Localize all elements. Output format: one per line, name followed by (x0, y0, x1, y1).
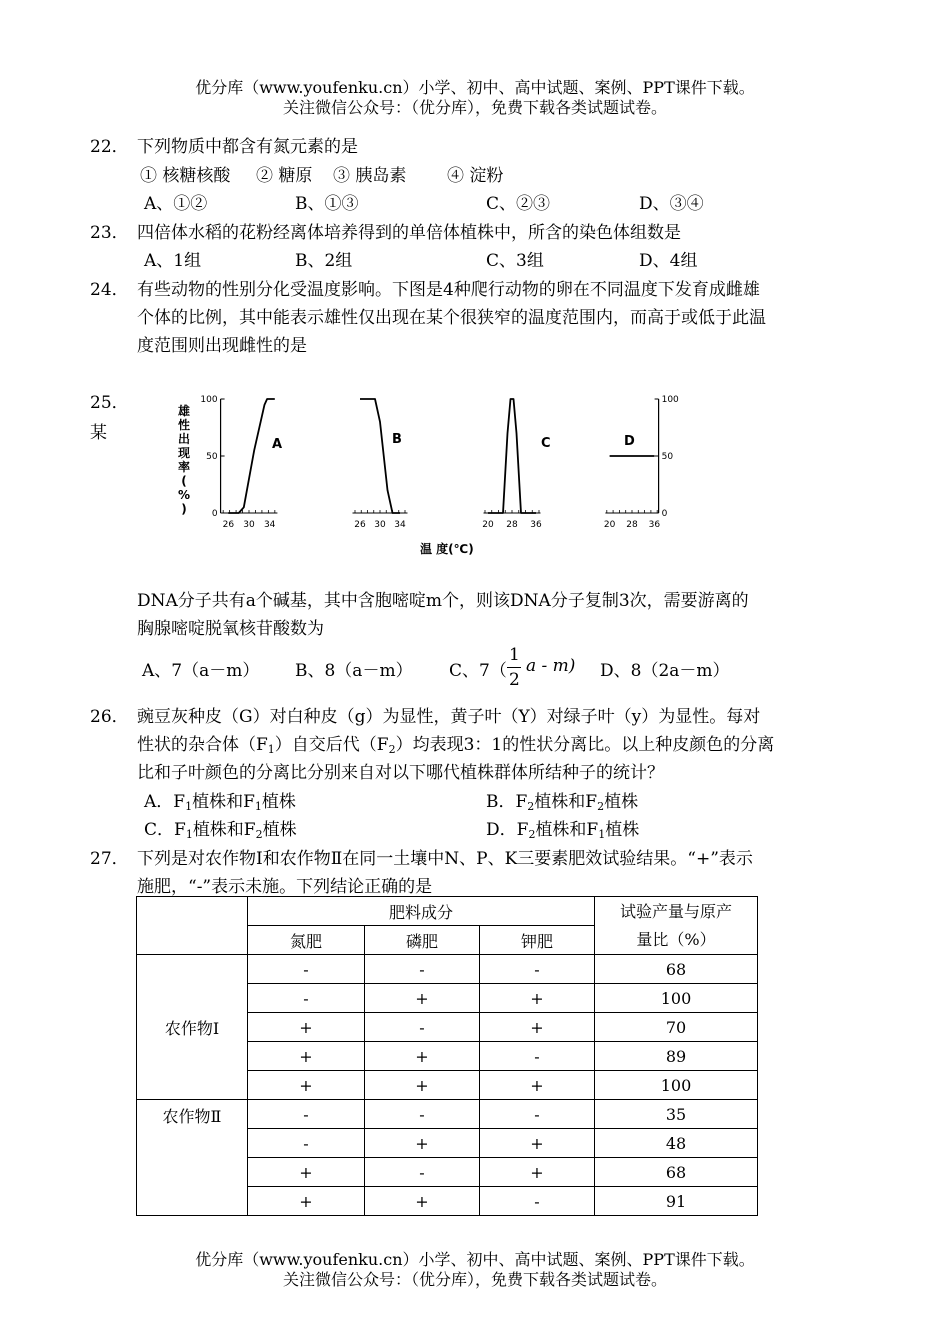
q26-stem-line-2: 性状的杂合体$(F_1)$自交后代$(F_2)$均表现3：1的性状分离比。以上种皮颜色的分离 (137, 735, 775, 756)
chart-panel-A (200, 395, 282, 530)
x-tick-label: 28 (506, 520, 518, 530)
q22-item: ④ 淀粉 (447, 166, 504, 186)
y-label-char: 率 (177, 460, 191, 474)
y-tick-label: 100 (200, 395, 218, 405)
q22-item: ② 糖原 (256, 166, 313, 186)
y-label-char: 雄 (177, 404, 191, 418)
table-cell: - (248, 1129, 365, 1158)
q26-option-b: B．$F_2$植株和$F_2$植株 (486, 792, 639, 813)
y-tick-label: 50 (206, 452, 218, 462)
chart-panel-C (482, 399, 550, 530)
crop-label: 农作物Ⅱ (137, 1100, 248, 1216)
table-cell: + (248, 1071, 365, 1100)
chart-panel-B (353, 399, 408, 530)
q27-stem-line: 下列是对农作物Ⅰ和农作物Ⅱ在同一土壤中N、P、K三要素肥效试验结果。“+”表示 (137, 849, 753, 869)
table-cell: - (248, 1100, 365, 1129)
y-tick-label: 50 (661, 452, 674, 462)
q27-number: 27． (90, 849, 129, 869)
table-cell: + (248, 1187, 365, 1216)
q26-option-c: C．$F_1$植株和$F_2$植株 (144, 820, 297, 841)
footer-line-1: 优分库（www.youfenku.cn）小学、初中、高中试题、案例、PPT课件下载。 (195, 1250, 755, 1269)
table-cell: 100 (595, 984, 758, 1013)
table-cell: - (365, 1100, 480, 1129)
table-cell: + (480, 1129, 595, 1158)
table-cell: + (365, 984, 480, 1013)
y-tick-label: 100 (661, 395, 679, 405)
x-tick-label: 36 (530, 520, 542, 530)
series-curve-B (360, 399, 400, 513)
table-cell: - (480, 1042, 595, 1071)
x-tick-label: 34 (394, 520, 406, 530)
q23-option-b: B、2组 (295, 251, 353, 271)
table-cell: - (365, 1013, 480, 1042)
table-header-group: 肥料成分 (248, 897, 595, 926)
table-cell: + (480, 1013, 595, 1042)
table-cell: + (480, 1158, 595, 1187)
q23-option-a: A、1组 (144, 251, 202, 271)
chart-panel-D (604, 395, 679, 530)
q22-number: 22． (90, 137, 129, 157)
table-cell: 70 (595, 1013, 758, 1042)
x-tick-label: 20 (603, 520, 616, 530)
table-header-col: 钾肥 (480, 926, 595, 955)
q25-option-d: D、8（2a－m） (600, 661, 730, 681)
q22-stem: 下列物质中都含有氮元素的是 (137, 137, 358, 157)
crop-label: 农作物Ⅰ (137, 955, 248, 1100)
table-cell: + (365, 1071, 480, 1100)
q27-stem-line: 施肥，“-”表示未施。下列结论正确的是 (137, 877, 433, 897)
table-header-result: 试验产量与原产 量比（%） (595, 897, 758, 955)
q24-stem-line: 有些动物的性别分化受温度影响。下图是4种爬行动物的卵在不同温度下发育成雌雄 (137, 280, 760, 300)
y-tick-label: 0 (661, 509, 668, 519)
table-corner-cell (137, 897, 248, 955)
x-tick-label: 26 (354, 520, 366, 530)
q22-item: ③ 胰岛素 (333, 166, 407, 186)
q25-option-c-denominator: 2 (509, 670, 520, 690)
y-label-char: 出 (177, 432, 191, 446)
table-cell: - (365, 955, 480, 984)
table-header-col: 磷肥 (365, 926, 480, 955)
fertilizer-results-table (136, 896, 758, 1216)
table-row (137, 1100, 758, 1129)
y-label-char: ) (181, 502, 187, 516)
q26-option-a: A．$F_1$植株和$F_1$植株 (144, 792, 296, 813)
x-tick-label: 28 (626, 520, 638, 530)
q26-number: 26． (90, 707, 129, 727)
q22-option-d: D、③④ (639, 194, 704, 214)
q24-number: 24． (90, 280, 129, 300)
q25-option-a: A、7（a－m） (142, 661, 260, 681)
table-header-col: 氮肥 (248, 926, 365, 955)
table-cell: - (480, 955, 595, 984)
y-tick-label: 0 (211, 509, 218, 519)
q24-stem-line: 度范围则出现雌性的是 (137, 336, 307, 356)
temperature-sex-chart (170, 385, 710, 560)
table-cell: + (480, 984, 595, 1013)
x-axis-label: 温 度(℃) (420, 542, 474, 556)
y-label-char: % (177, 488, 191, 502)
x-tick-label: 30 (243, 520, 255, 530)
table-cell: + (248, 1042, 365, 1071)
table-cell: - (480, 1187, 595, 1216)
x-tick-label: 20 (482, 520, 494, 530)
table-cell: 48 (595, 1129, 758, 1158)
y-label-char: ( (181, 474, 187, 488)
panel-label: C (541, 436, 551, 451)
q25-stem-line: DNA分子共有a个碱基，其中含胞嘧啶m个，则该DNA分子复制3次，需要游离的 (137, 591, 749, 611)
panel-label: D (624, 434, 635, 449)
panel-label: A (272, 437, 283, 452)
q26-stem-line: 比和子叶颜色的分离比分别来自对以下哪代植株群体所结种子的统计？ (137, 763, 664, 783)
table-cell: + (365, 1042, 480, 1071)
q25-number: 25． (90, 393, 129, 413)
q25-option-c-rest: a - m) (526, 656, 576, 676)
table-row (137, 955, 758, 984)
table-cell: 100 (595, 1071, 758, 1100)
header-line-2: 关注微信公众号：（优分库），免费下载各类试题试卷。 (282, 98, 667, 117)
q25-stem-start: 某 (90, 423, 107, 443)
q25-option-c-prefix: C、7（ (449, 661, 507, 681)
q24-stem-line: 个体的比例，其中能表示雄性仅出现在某个很狭窄的温度范围内，而高于或低于此温 (137, 308, 766, 328)
table-cell: 68 (595, 1158, 758, 1187)
table-cell: + (248, 1158, 365, 1187)
x-tick-label: 34 (263, 520, 276, 530)
q23-stem: 四倍体水稻的花粉经离体培养得到的单倍体植株中，所含的染色体组数是 (137, 223, 681, 243)
table-cell: + (480, 1071, 595, 1100)
table-cell: 35 (595, 1100, 758, 1129)
q23-option-c: C、3组 (486, 251, 544, 271)
panel-label: B (392, 432, 402, 447)
table-cell: 89 (595, 1042, 758, 1071)
series-curve-C (488, 399, 536, 513)
q26-option-d: D．$F_2$植株和$F_1$植株 (486, 820, 640, 841)
q25-option-b: B、8（a－m） (295, 661, 413, 681)
footer-line-2: 关注微信公众号：（优分库），免费下载各类试题试卷。 (282, 1270, 667, 1289)
x-tick-label: 36 (648, 520, 661, 530)
y-axis-label (177, 403, 190, 516)
x-tick-label: 30 (374, 520, 386, 530)
q22-option-b: B、①③ (295, 194, 359, 214)
table-cell: - (248, 984, 365, 1013)
q22-option-a: A、①② (144, 194, 208, 214)
table-cell: + (365, 1129, 480, 1158)
fraction-bar (507, 667, 521, 668)
q25-stem-line: 胸腺嘧啶脱氧核苷酸数为 (137, 619, 324, 639)
y-label-char: 现 (177, 446, 191, 460)
table-cell: - (480, 1100, 595, 1129)
table-cell: + (365, 1187, 480, 1216)
header-line-1: 优分库（www.youfenku.cn）小学、初中、高中试题、案例、PPT课件下载。 (195, 78, 755, 97)
table-cell: 91 (595, 1187, 758, 1216)
y-label-char: 性 (177, 418, 191, 432)
table-cell: - (248, 955, 365, 984)
q26-stem-line: 豌豆灰种皮（G）对白种皮（g）为显性，黄子叶（Y）对绿子叶（y）为显性。每对 (137, 707, 761, 727)
q23-number: 23． (90, 223, 129, 243)
x-tick-label: 26 (222, 520, 235, 530)
q22-item: ① 核糖核酸 (140, 166, 231, 186)
q23-option-d: D、4组 (639, 251, 698, 271)
q22-option-c: C、②③ (486, 194, 551, 214)
q25-option-c-numerator: 1 (509, 645, 520, 665)
table-cell: + (248, 1013, 365, 1042)
series-curve-A (228, 399, 274, 513)
table-cell: 68 (595, 955, 758, 984)
table-cell: - (365, 1158, 480, 1187)
